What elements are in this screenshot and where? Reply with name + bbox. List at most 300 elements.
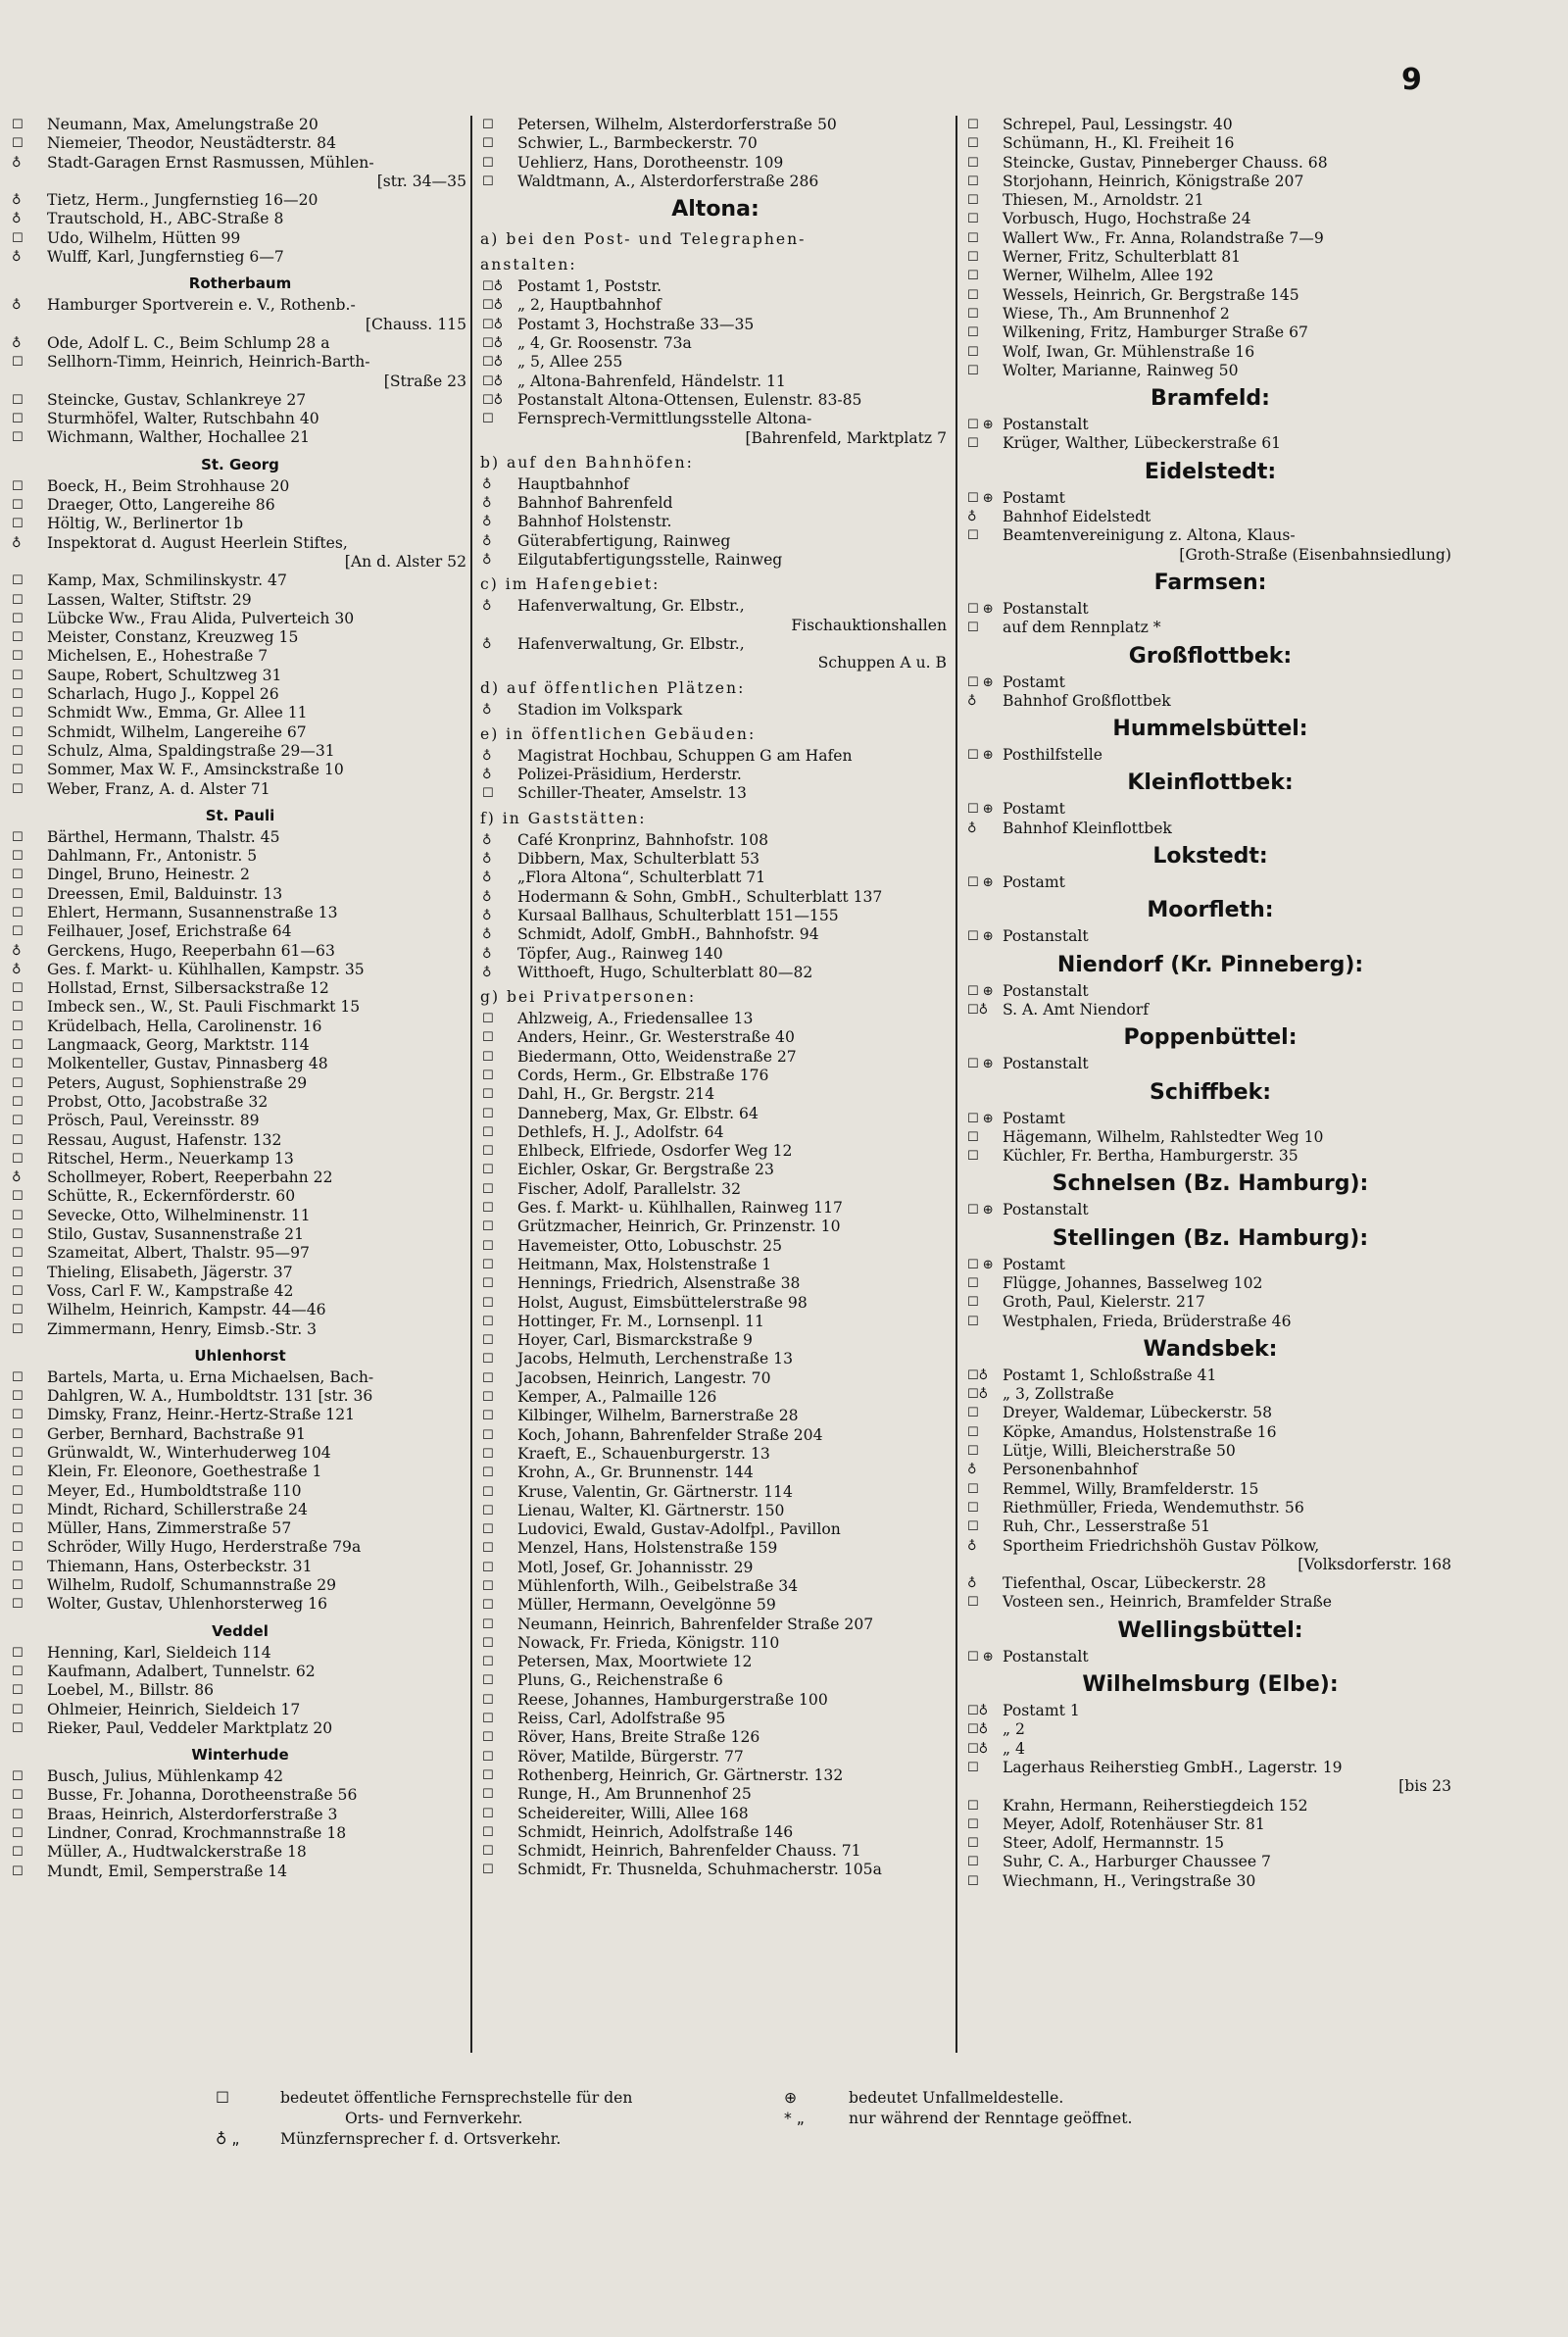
entry-text: Uehlierz, Hans, Dorotheenstr. 109 [517,153,784,172]
phone-symbol-icon: ☐ [482,1806,494,1821]
town-heading: Hummelsbüttel: [1112,717,1308,742]
phone-symbol-icon: ♁ [12,335,22,351]
directory-entry [965,1293,1455,1312]
entry-text: Müller, A., Hudtwalckerstraße 18 [47,1843,307,1862]
phone-symbol-icon: ☐ [967,1873,979,1889]
phone-symbol-icon: ☐ [12,849,24,865]
phone-symbol-icon: ☐ ⊕ [967,748,994,764]
entry-text: Draeger, Otto, Langereihe 86 [47,496,275,515]
entry-text: Postamt [1003,873,1065,892]
column-divider [956,116,957,2053]
directory-entry [965,286,1455,305]
directory-entry [10,496,470,515]
town-heading: Schnelsen (Bz. Hamburg): [1052,1171,1369,1197]
phone-symbol-icon: ☐ ⊕ [967,1649,994,1665]
phone-symbol-icon: ☐ [967,1149,979,1165]
directory-entry [965,191,1455,210]
phone-symbol-icon: ☐ [482,1068,494,1083]
entry-text: Dingel, Bruno, Heinestr. 2 [47,866,250,884]
entry-text: Lindner, Conrad, Krochmannstraße 18 [47,1824,347,1843]
entry-text: Postanstalt [1003,927,1089,946]
phone-symbol-icon: ☐ [482,136,494,152]
directory-entry [480,1785,951,1804]
phone-symbol-icon: ☐ [482,1181,494,1197]
directory-entry [480,701,951,720]
entry-text: Röver, Matilde, Bürgerstr. 77 [517,1747,744,1765]
phone-symbol-icon: ♁ [482,476,492,492]
entry-text: Scheidereiter, Willi, Allee 168 [517,1804,749,1822]
phone-symbol-icon: ♁ [967,1538,977,1554]
phone-symbol-icon: ☐ [482,1863,494,1878]
phone-symbol-icon: ☐ [482,1787,494,1803]
directory-entry [480,1180,951,1199]
phone-symbol-icon: ♁ [967,693,977,709]
directory-entry [10,1036,470,1055]
phone-symbol-icon: ☐ ⊕ [967,1203,994,1218]
directory-entry [965,800,1455,819]
phone-symbol-icon: ☐ [12,924,24,940]
phone-symbol-icon: ☐ [482,1579,494,1594]
entry-text: Wolter, Marianne, Rainweg 50 [1003,361,1239,379]
directory-entry [965,1574,1455,1593]
phone-symbol-icon: ☐ [12,905,24,920]
entry-text: Dimsky, Franz, Heinr.-Hertz-Straße 121 [47,1406,356,1424]
directory-entry [480,869,951,887]
entry-text: „ Altona-Bahrenfeld, Händelstr. 11 [517,372,786,390]
directory-entry [965,927,1455,946]
phone-symbol-icon: ♁ [482,533,492,549]
phone-symbol-icon: ♁ [482,946,492,962]
phone-symbol-icon: ♁ [482,553,492,569]
phone-symbol-icon: ☐ [967,344,979,360]
directory-entry [965,508,1455,526]
directory-entry [965,434,1455,453]
phone-symbol-icon: ♁ [482,852,492,868]
entry-text: Steer, Adolf, Hermannstr. 15 [1003,1834,1225,1853]
directory-entry [480,1085,951,1104]
directory-entry [480,1805,951,1823]
phone-symbol-icon: ☐ [967,230,979,246]
directory-entry [10,1187,470,1206]
directory-entry [965,1480,1455,1499]
entry-text: Neumann, Max, Amelungstraße 20 [47,116,318,133]
directory-entry [10,828,470,847]
entry-text: „ 5, Allee 255 [517,353,623,372]
phone-symbol-icon: ☐ [482,1370,494,1386]
phone-symbol-icon: ☐ [967,1816,979,1832]
directory-entry [10,1112,470,1130]
directory-entry [10,191,470,210]
entry-text: Imbeck sen., W., St. Pauli Fischmarkt 15 [47,998,361,1017]
directory-entry [965,746,1455,765]
subsection-heading: b) auf den Bahnhöfen: [480,453,694,472]
phone-symbol-icon: ♁ [482,636,492,652]
phone-symbol-icon: ☐♁ [482,336,504,352]
entry-text: Schmidt, Wilhelm, Langereihe 67 [47,722,307,741]
entry-text: Eichler, Oskar, Gr. Bergstraße 23 [517,1161,774,1179]
legend-item [216,2088,725,2129]
entry-text: Schollmeyer, Robert, Reeperbahn 22 [47,1168,333,1187]
entry-text: S. A. Amt Niendorf [1003,1000,1149,1019]
phone-symbol-icon: ☐ [967,363,979,378]
entry-text: Hodermann & Sohn, GmbH., Schulterblatt 137 [517,887,883,906]
directory-entry [480,784,951,803]
directory-entry [965,362,1455,380]
directory-entry [965,323,1455,342]
directory-entry [10,210,470,228]
phone-symbol-icon: ☐♁ [482,298,504,314]
directory-entry [965,154,1455,173]
directory-entry [480,1010,951,1028]
directory-entry [10,1463,470,1481]
directory-entry [480,925,951,944]
phone-symbol-icon: ☐ [967,325,979,341]
phone-symbol-icon: ☐ [12,1426,24,1442]
phone-symbol-icon: ☐ [482,1446,494,1462]
directory-entry [480,964,951,982]
phone-symbol-icon: ♁ [482,702,492,718]
phone-symbol-icon: ☐ [12,1189,24,1205]
entry-text: Postamt [1003,1255,1065,1273]
phone-symbol-icon: ☐ [12,592,24,608]
entry-text: Höltig, W., Berlinertor 1b [47,515,244,533]
directory-entry [10,723,470,742]
town-heading: Altona: [671,197,760,223]
directory-entry [480,1653,951,1671]
directory-entry [480,1313,951,1331]
phone-symbol-icon: ☐ ⊕ [967,875,994,891]
entry-text: Eilgutabfertigungsstelle, Rainweg [517,551,783,570]
directory-entry [965,1055,1455,1073]
directory-entry [965,1815,1455,1834]
phone-symbol-icon: ☐ [967,193,979,209]
directory-entry [480,391,951,410]
directory-entry [480,1861,951,1879]
directory-entry [10,116,470,134]
entry-text: Ruh, Chr., Lesserstraße 51 [1003,1517,1211,1536]
phone-symbol-icon: ☐ [482,1730,494,1746]
directory-entry [10,591,470,610]
entry-text: Postamt [1003,1109,1065,1127]
phone-symbol-icon: ☐ [12,1465,24,1480]
entry-text: Mindt, Richard, Schillerstraße 24 [47,1500,308,1518]
entry-text: Havemeister, Otto, Lobuschstr. 25 [517,1236,783,1255]
entry-text: Niemeier, Theodor, Neustädterstr. 84 [47,134,337,153]
entry-text: Hottinger, Fr. M., Lornsenpl. 11 [517,1312,764,1330]
phone-symbol-icon: ☐ [482,1655,494,1670]
town-heading: Niendorf (Kr. Pinneberg): [1056,952,1364,977]
directory-entry [480,373,951,391]
entry-text: Kamp, Max, Schmilinskystr. 47 [47,572,287,590]
directory-entry [480,1616,951,1634]
phone-symbol-icon: ☐ [12,1265,24,1280]
entry-text: Dibbern, Max, Schulterblatt 53 [517,850,760,869]
phone-symbol-icon: ☐ [482,1012,494,1027]
entry-continuation: [str. 34—35 [376,172,466,190]
phone-symbol-icon: ☐ ⊕ [967,490,994,506]
phone-symbol-icon: ☐ [482,1503,494,1518]
phone-symbol-icon: ♁ [482,965,492,980]
town-heading: Kleinflottbek: [1127,771,1294,796]
entry-text: Cords, Herm., Gr. Elbstraße 176 [517,1066,769,1084]
legend-item [216,2129,725,2150]
phone-symbol-icon: ☐ [482,1598,494,1614]
directory-entry [10,1425,470,1444]
phone-symbol-icon: ☐ [12,412,24,427]
phone-symbol-icon: ☐ [482,1844,494,1860]
entry-text: Töpfer, Aug., Rainweg 140 [517,944,723,963]
entry-text: Gerckens, Hugo, Reeperbahn 61—63 [47,941,335,960]
directory-entry [480,1105,951,1123]
directory-entry [10,942,470,961]
entry-text: Ressau, August, Hafenstr. 132 [47,1130,282,1149]
directory-entry [10,1701,470,1719]
phone-symbol-icon: ♁ [967,1463,977,1478]
entry-text: „ 3, Zollstraße [1003,1385,1114,1404]
directory-entry [480,1142,951,1161]
entry-text: Rothenberg, Heinrich, Gr. Gärtnerstr. 132 [517,1765,844,1784]
directory-entry [10,866,470,884]
entry-text: Krüdelbach, Hella, Carolinenstr. 16 [47,1017,322,1035]
entry-text: Koch, Johann, Bahrenfelder Straße 204 [517,1425,823,1444]
phone-symbol-icon: ☐ [482,1314,494,1329]
directory-entry [10,1644,470,1663]
phone-symbol-icon: ☐ [482,1144,494,1160]
phone-symbol-icon: ☐♁ [967,1387,989,1403]
directory-column-2 [480,116,951,1880]
entry-text: Kursaal Ballhaus, Schulterblatt 151—155 [517,906,839,924]
directory-entry [10,1387,470,1406]
entry-text: Klein, Fr. Eleonore, Goethestraße 1 [47,1463,322,1481]
phone-symbol-icon: ☐ [482,1295,494,1311]
entry-text: Wiese, Th., Am Brunnenhof 2 [1003,304,1230,323]
phone-symbol-icon: ♁ [12,943,22,959]
directory-entry [480,1426,951,1445]
phone-symbol-icon: ♁ [482,599,492,615]
phone-symbol-icon: ☐ [12,724,24,740]
entry-text: Müller, Hans, Zimmerstraße 57 [47,1519,292,1538]
phone-symbol-icon: ☐ [12,478,24,494]
entry-text: Ehlert, Hermann, Susannenstraße 13 [47,903,338,921]
phone-symbol-icon: ☐ [12,1151,24,1167]
entry-text: Bahnhof Holstenstr. [517,513,672,531]
directory-entry [10,1519,470,1538]
directory-entry [965,820,1455,838]
phone-symbol-icon: ☐ [12,1303,24,1318]
phone-symbol-icon: ☐ [482,1541,494,1557]
phone-symbol-icon: ☐ [482,1352,494,1367]
entry-text: Wilhelm, Heinrich, Kampstr. 44—46 [47,1301,326,1319]
entry-text: Bahnhof Großflottbek [1003,691,1171,710]
phone-symbol-icon: ☐ [12,230,24,246]
phone-symbol-icon: ☐ [482,155,494,171]
phone-symbol-icon: ☐ ⊕ [967,1257,994,1272]
directory-entry [965,1740,1455,1759]
directory-entry [480,1218,951,1236]
entry-text: „ 4, Gr. Roosenstr. 73a [517,334,692,353]
entry-text: Wiechmann, H., Veringstraße 30 [1003,1871,1256,1890]
entry-continuation: [Chauss. 115 [365,315,466,333]
phone-symbol-icon: ☐ [482,1616,494,1632]
phone-symbol-icon: ☐ [12,1807,24,1822]
directory-entry [10,1093,470,1112]
phone-symbol-icon: ☐ [482,1522,494,1538]
directory-entry [965,1274,1455,1293]
directory-entry [10,685,470,704]
entry-text: Thiemann, Hans, Osterbeckstr. 31 [47,1557,313,1575]
directory-entry [480,1823,951,1842]
entry-text: Flügge, Johannes, Basselweg 102 [1003,1273,1263,1292]
entry-text: Pluns, G., Reichenstraße 6 [517,1671,723,1690]
entry-text: Probst, Otto, Jacobstraße 32 [47,1092,269,1111]
directory-entry [10,610,470,628]
directory-entry [480,116,951,134]
entry-continuation: [Bahrenfeld, Marktplatz 7 [745,428,947,447]
entry-text: Postamt 1 [1003,1702,1080,1720]
entry-text: Werner, Wilhelm, Allee 192 [1003,267,1214,285]
phone-symbol-icon: ☐ ⊕ [967,1057,994,1072]
directory-entry [965,1385,1455,1404]
legend-text: bedeutet Unfallmeldestelle. [849,2089,1064,2107]
phone-symbol-icon: ☐♁ [967,1704,989,1719]
entry-text: Köpke, Amandus, Holstenstraße 16 [1003,1422,1277,1441]
phone-symbol-icon: ☐ [482,1238,494,1254]
entry-text: Biedermann, Otto, Weidenstraße 27 [517,1047,797,1066]
phone-symbol-icon: ☐ [482,118,494,132]
phone-symbol-icon: ☐ [12,1075,24,1091]
entry-text: Waldtmann, A., Alsterdorferstraße 286 [517,172,819,190]
entry-text: Sellhorn-Timm, Heinrich, Heinrich-Barth- [47,353,370,372]
phone-symbol-icon: ☐ [12,118,24,132]
entry-text: auf dem Rennplatz * [1003,619,1161,637]
legend-left [216,2088,725,2150]
entry-text: Postamt 1, Schloßstraße 41 [1003,1366,1217,1384]
entry-text: Ges. f. Markt- u. Kühlhallen, Kampstr. 35 [47,960,365,978]
phone-symbol-icon: ♁ [482,927,492,943]
directory-entry [10,1767,470,1786]
directory-entry [10,1843,470,1862]
entry-text: Wolter, Gustav, Uhlenhorsterweg 16 [47,1595,328,1614]
phone-symbol-icon: ☐ [482,1466,494,1481]
directory-entry [10,410,470,428]
entry-text: Wulff, Karl, Jungfernstieg 6—7 [47,248,284,267]
entry-text: Rieker, Paul, Veddeler Marktplatz 20 [47,1718,333,1737]
phone-symbol-icon: ☐ [482,1409,494,1424]
directory-entry [965,1702,1455,1720]
phone-symbol-icon: ☐ ⊕ [967,1111,994,1126]
entry-text: Weber, Franz, A. d. Alster 71 [47,779,270,798]
entry-text: Müller, Hermann, Oevelgönne 59 [517,1596,776,1615]
entry-text: Sportheim Friedrichshöh Gustav Pölkow, [1003,1536,1320,1555]
entry-text: Schröder, Willy Hugo, Herderstraße 79a [47,1538,362,1557]
directory-entry [480,1294,951,1313]
phone-symbol-icon: ☐ [967,1798,979,1814]
entry-text: Beamtenvereinigung z. Altona, Klaus- [1003,526,1296,545]
phone-symbol-icon: ☐ [12,1864,24,1879]
district-heading: Uhlenhorst [194,1346,286,1365]
directory-entry [10,1501,470,1519]
legend-symbol-icon: ☐ [216,2089,229,2107]
directory-entry [965,1537,1455,1556]
phone-symbol-icon: ♁ [12,1170,22,1186]
phone-symbol-icon: ☐ [967,1500,979,1516]
entry-text: Hamburger Sportverein e. V., Rothenb.- [47,296,356,315]
town-heading: Eidelstedt: [1144,459,1277,484]
phone-symbol-icon: ☐ [12,1845,24,1861]
phone-symbol-icon: ☐ [12,1114,24,1129]
entry-text: Postanstalt [1003,1055,1089,1073]
subsection-heading: e) in öffentlichen Gebäuden: [480,724,757,743]
directory-entry [480,475,951,494]
directory-entry [10,1264,470,1282]
directory-entry [480,134,951,153]
directory-entry [965,489,1455,508]
phone-symbol-icon: ☐ [12,1227,24,1243]
entry-text: Prösch, Paul, Vereinsstr. 89 [47,1112,260,1130]
directory-entry [480,1028,951,1047]
entry-text: Nowack, Fr. Frieda, Königstr. 110 [517,1633,780,1652]
town-heading: Moorfleth: [1147,898,1274,923]
entry-text: „ 4 [1003,1739,1025,1758]
entry-text: Sommer, Max W. F., Amsinckstraße 10 [47,761,344,779]
phone-symbol-icon: ☐ [12,1578,24,1594]
phone-symbol-icon: ☐ [12,392,24,408]
entry-text: Inspektorat d. August Heerlein Stiftes, [47,533,348,552]
directory-entry [965,526,1455,545]
phone-symbol-icon: ☐ [482,1560,494,1575]
directory-entry [10,1482,470,1501]
entry-text: Ahlzweig, A., Friedensallee 13 [517,1010,754,1028]
entry-text: Stadt-Garagen Ernst Rasmussen, Mühlen- [47,153,374,172]
directory-entry [10,1368,470,1387]
entry-text: Grünwaldt, W., Winterhuderweg 104 [47,1444,331,1462]
directory-entry [965,982,1455,1001]
directory-entry [10,961,470,979]
phone-symbol-icon: ☐ [12,1321,24,1337]
directory-entry [480,1331,951,1350]
phone-symbol-icon: ☐ [482,1257,494,1272]
phone-symbol-icon: ☐ [967,436,979,452]
entry-continuation: [An d. Alster 52 [344,552,466,571]
entry-text: Trautschold, H., ABC-Straße 8 [47,210,284,228]
phone-symbol-icon: ☐ [12,743,24,759]
entry-text: Menzel, Hans, Holstenstraße 159 [517,1539,778,1558]
phone-symbol-icon: ☐ [482,1390,494,1406]
directory-entry [480,1539,951,1558]
entry-text: Schütte, R., Eckernförderstr. 60 [47,1187,296,1206]
phone-symbol-icon: ☐ [482,1201,494,1217]
entry-text: Postamt [1003,488,1065,507]
directory-entry [480,494,951,513]
directory-column-1 [10,116,470,1881]
subsection-heading: anstalten: [480,256,577,274]
directory-entry [965,1313,1455,1331]
phone-symbol-icon: ☐ [12,1369,24,1385]
entry-text: Fernsprech-Vermittlungsstelle Altona- [517,410,812,428]
entry-text: Bahnhof Kleinflottbek [1003,819,1172,837]
directory-entry [10,353,470,372]
legend-right [784,2088,1274,2129]
directory-entry [480,1502,951,1520]
entry-text: Braas, Heinrich, Alsterdorferstraße 3 [47,1805,338,1823]
phone-symbol-icon: ☐ [12,687,24,703]
entry-text: Hoyer, Carl, Bismarckstraße 9 [517,1331,753,1350]
directory-entry [480,1842,951,1861]
phone-symbol-icon: ☐ ⊕ [967,802,994,818]
phone-symbol-icon: ☐ [12,1057,24,1072]
directory-entry [480,597,951,616]
directory-entry [965,619,1455,637]
